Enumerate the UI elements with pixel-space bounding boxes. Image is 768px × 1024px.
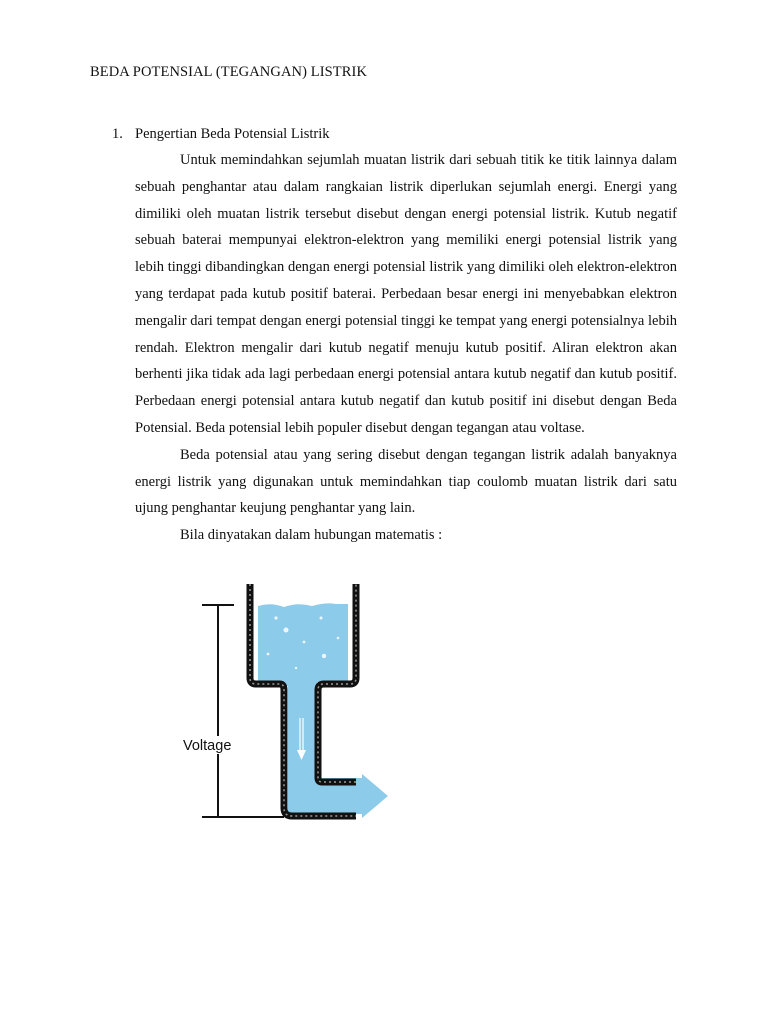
document-title: BEDA POTENSIAL (TEGANGAN) LISTRIK (90, 64, 368, 80)
paragraph: Untuk memindahkan sejumlah muatan listrik dari sebuah titik ke titik lainnya dalam sebuah penghantar atau dalam rangkaian listrik diperlukan sejumlah energi. Energi yang dimiliki oleh muatan listrik tersebut disebut dengan energi potensial listrik. Kutub negatif sebuah baterai mempunyai elektron-elektron yang memiliki energi potensial listrik yang lebih tinggi dibandingkan dengan energi potensial listrik yang dimiliki oleh elektron-elektron yang terdapat pada kutub positif baterai. Perbedaan besar energi ini menyebabkan elektron mengalir dari tempat dengan energi potensial tinggi ke tempat yang energi potensialnya lebih rendah. Elektron mengalir dari kutub negatif menuju kutub positif. Aliran elektron akan berhenti jika tidak ada lagi perbedaan energi potensial antara kutub negatif dan kutub positif. Perbedaan energi potensial antara kutub negatif dan kutub positif ini disebut dengan Beda Potensial. Beda potensial lebih populer disebut dengan tegangan atau voltase. (135, 152, 677, 436)
section-body (135, 147, 677, 549)
voltage-label: Voltage (183, 738, 232, 754)
voltage-diagram (176, 578, 396, 824)
voltage-diagram-svg (176, 578, 396, 824)
water (258, 603, 388, 818)
paragraph: Beda potensial atau yang sering disebut dengan tegangan listrik adalah banyaknya energi listrik yang digunakan untuk memindahkan tiap coulomb muatan listrik dari satu ujung penghantar keujung penghantar yang lain. (135, 446, 677, 517)
paragraph: Bila dinyatakan dalam hubungan matematis : (180, 527, 443, 544)
section-number: 1. (112, 126, 123, 142)
section-title: Pengertian Beda Potensial Listrik (135, 126, 330, 142)
